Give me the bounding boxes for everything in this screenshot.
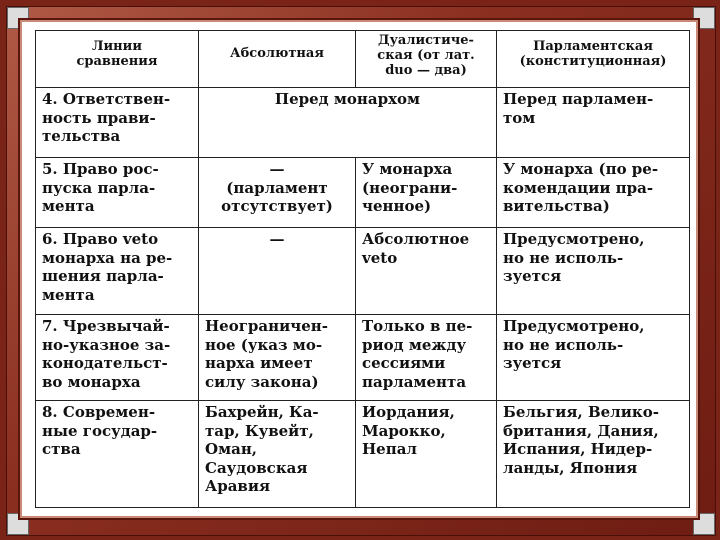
header-dualistic: Дуалистиче- ская (от лат. duo — два) — [355, 30, 497, 88]
cell-dualistic: Абсолютное veto — [355, 227, 497, 315]
cell-parliamentary: Предусмотрено, но не исполь- зуется — [496, 314, 690, 401]
frame-corner — [693, 7, 715, 29]
row-label: 7. Чрезвычай- но-указное за- конодательст- во монарха — [35, 314, 199, 401]
cell-dualistic: Иордания, Марокко, Непал — [355, 400, 497, 508]
cell-dualistic: У монарха (неограни- ченное) — [355, 157, 497, 228]
cell-parliamentary: Предусмотрено, но не исполь- зуется — [496, 227, 690, 315]
cell-parliamentary: У монарха (по ре- комендации пра- вительства) — [496, 157, 690, 228]
header-absolute: Абсолютная — [198, 30, 356, 88]
cell-parliamentary: Перед парламен- том — [496, 87, 690, 158]
cell-absolute: Неограничен- ное (указ мо- нарха имеет силу закона) — [198, 314, 356, 401]
cell-absolute: — (парламент отсутствует) — [198, 157, 356, 228]
cell-parliamentary: Бельгия, Велико- британия, Дания, Испания, Нидер- ланды, Япония — [496, 400, 690, 508]
header-comparison-lines: Линии сравнения — [35, 30, 199, 88]
header-parliamentary: Парламентская (конституционная) — [496, 30, 690, 88]
comparison-table — [35, 30, 690, 508]
cell-absolute: — — [198, 227, 356, 315]
frame-corner — [7, 513, 29, 535]
cell-absolute: Бахрейн, Ка- тар, Кувейт, Оман, Саудовская Аравия — [198, 400, 356, 508]
row-label: 5. Право рос- пуска парла- мента — [35, 157, 199, 228]
row-label: 8. Современ- ные государ- ства — [35, 400, 199, 508]
frame-corner — [693, 513, 715, 535]
row-label: 6. Право veto монарха на ре- шения парла- мента — [35, 227, 199, 315]
cell-dualistic: Только в пе- риод между сессиями парламента — [355, 314, 497, 401]
cell-merged: Перед монархом — [198, 87, 497, 158]
row-label: 4. Ответствен- ность прави- тельства — [35, 87, 199, 158]
